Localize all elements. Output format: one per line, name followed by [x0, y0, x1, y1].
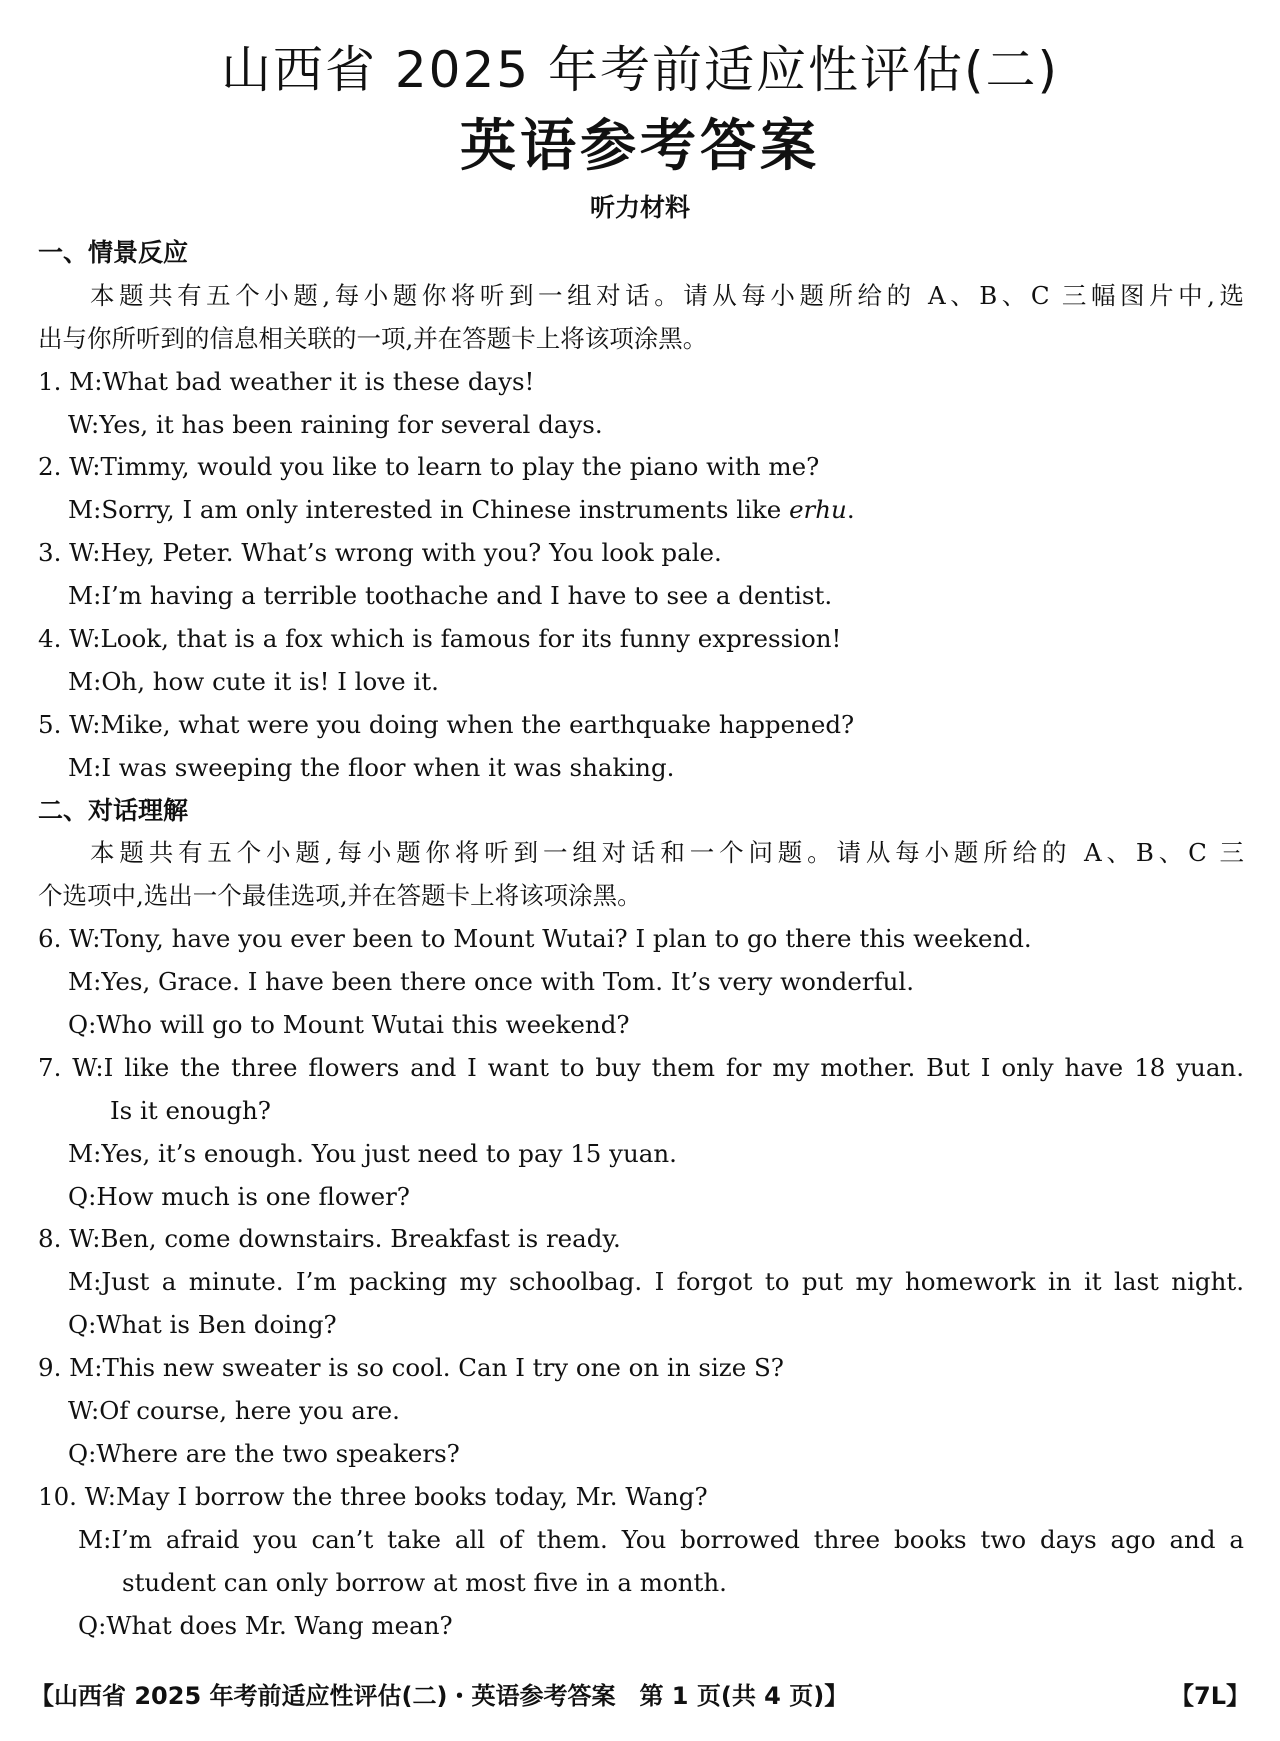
- part2-intro-line1: 本题共有五个小题,每小题你将听到一组对话和一个问题。请从每小题所给的 A、B、C 三: [90, 838, 1244, 868]
- q8-line2: M:Just a minute. I’m packing my schoolbag. I forgot to put my homework in it last night.: [68, 1267, 1244, 1297]
- q8-line1: 8. W:Ben, come downstairs. Breakfast is ready.: [38, 1224, 621, 1254]
- q1-line2: W:Yes, it has been raining for several days.: [68, 409, 603, 439]
- q7-line1: 7. W:I like the three flowers and I want to buy them for my mother. But I only have 18 yuan.: [38, 1052, 1244, 1082]
- q6-question: Q:Who will go to Mount Wutai this weekend?: [68, 1010, 630, 1040]
- footer-page-info: 【山西省 2025 年考前适应性评估(二)・英语参考答案 第 1 页(共 4 页)】: [30, 1682, 849, 1710]
- q10-line1: 10. W:May I borrow the three books today, Mr. Wang?: [38, 1481, 708, 1511]
- q9-question: Q:Where are the two speakers?: [68, 1438, 460, 1468]
- q1-line1: 1. M:What bad weather it is these days!: [38, 366, 535, 396]
- q5-line2: M:I was sweeping the floor when it was shaking.: [68, 752, 675, 782]
- q6-line2: M:Yes, Grace. I have been there once with Tom. It’s very wonderful.: [68, 967, 915, 997]
- q5-line1: 5. W:Mike, what were you doing when the earthquake happened?: [38, 709, 855, 739]
- q2-line2-text: M:Sorry, I am only interested in Chinese instruments like: [68, 495, 790, 525]
- part2-heading: 二、对话理解: [38, 795, 189, 825]
- part1-heading: 一、情景反应: [38, 238, 189, 267]
- q2-erhu-italic: erhu: [789, 495, 847, 525]
- q3-line1: 3. W:Hey, Peter. What’s wrong with you? You look pale.: [38, 538, 722, 568]
- q2-line2-end: .: [846, 495, 855, 525]
- q4-line2: M:Oh, how cute it is! I love it.: [68, 666, 439, 696]
- page-footer: [30, 1676, 1250, 1716]
- q7-question: Q:How much is one flower?: [68, 1181, 410, 1211]
- q10-line2: M:I’m afraid you can’t take all of them. You borrowed three books two days ago and a: [78, 1524, 1244, 1554]
- part1-intro-line1: 本题共有五个小题,每小题你将听到一组对话。请从每小题所给的 A、B、C 三幅图片中,选: [90, 280, 1244, 310]
- q7-line2: M:Yes, it’s enough. You just need to pay 15 yuan.: [68, 1138, 677, 1168]
- q8-question: Q:What is Ben doing?: [68, 1310, 337, 1340]
- footer-code: 【7L】: [1170, 1682, 1250, 1710]
- section-label: 听力材料: [589, 193, 690, 222]
- q7-line1-cont: Is it enough?: [110, 1095, 271, 1125]
- q9-line2: W:Of course, here you are.: [68, 1396, 400, 1426]
- part2-intro-line2: 个选项中,选出一个最佳选项,并在答题卡上将该项涂黑。: [38, 881, 642, 911]
- q9-line1: 9. M:This new sweater is so cool. Can I try one on in size S?: [38, 1353, 784, 1383]
- document-subtitle: 英语参考答案: [460, 114, 820, 179]
- q2-line1: 2. W:Timmy, would you like to learn to play the piano with me?: [38, 452, 820, 482]
- part1-intro-line2: 出与你所听到的信息相关联的一项,并在答题卡上将该项涂黑。: [38, 323, 708, 353]
- document-title: 山西省 2025 年考前适应性评估(二): [220, 41, 1060, 99]
- q4-line1: 4. W:Look, that is a fox which is famous for its funny expression!: [38, 624, 842, 654]
- q6-line1: 6. W:Tony, have you ever been to Mount Wutai? I plan to go there this weekend.: [38, 924, 1032, 954]
- listening-material: [38, 232, 1244, 1647]
- q2-line2: [38, 489, 1244, 532]
- q10-question: Q:What does Mr. Wang mean?: [78, 1610, 453, 1640]
- q3-line2: M:I’m having a terrible toothache and I have to see a dentist.: [68, 581, 833, 611]
- q10-line2-cont: student can only borrow at most five in a month.: [122, 1567, 727, 1597]
